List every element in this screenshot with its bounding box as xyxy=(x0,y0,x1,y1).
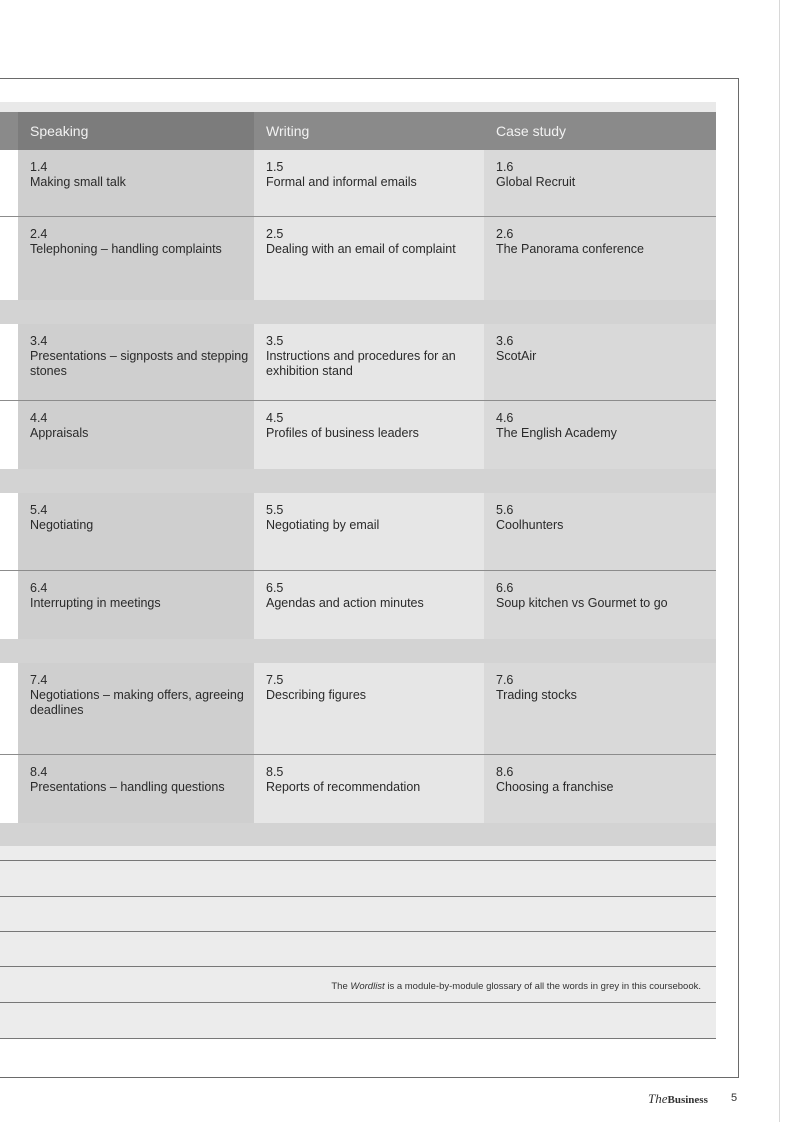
speaking-cell xyxy=(18,493,254,570)
ruled-line xyxy=(0,860,716,861)
lesson-title: ScotAir xyxy=(496,349,537,363)
lesson-title: Reports of recommendation xyxy=(266,780,421,794)
ruled-line xyxy=(0,966,716,967)
lesson-title: Agendas and action minutes xyxy=(266,596,424,610)
wordlist-note-em: Wordlist xyxy=(350,981,385,992)
lesson-title: Soup kitchen vs Gourmet to go xyxy=(496,596,668,610)
case-study-cell xyxy=(484,493,716,570)
speaking-cell xyxy=(18,571,254,639)
module-separator-band xyxy=(0,639,716,663)
lesson-title: Coolhunters xyxy=(496,518,564,532)
lesson-title: Profiles of business leaders xyxy=(266,426,419,440)
module-separator-band xyxy=(0,823,716,846)
lesson-number: 1.6 xyxy=(496,160,514,174)
lesson-title: Instructions and procedures for an exhibition stand xyxy=(266,349,456,378)
lesson-title: Telephoning – handling complaints xyxy=(30,242,222,256)
header-case-study: Case study xyxy=(496,123,567,139)
speaking-cell xyxy=(18,663,254,754)
lesson-number: 5.6 xyxy=(496,503,514,517)
brand-business: Business xyxy=(667,1094,708,1106)
lesson-number: 1.5 xyxy=(266,160,284,174)
lesson-number: 8.5 xyxy=(266,765,284,779)
table-row xyxy=(0,571,716,639)
table-row xyxy=(0,401,716,469)
lesson-number: 4.6 xyxy=(496,411,514,425)
ruled-line xyxy=(0,896,716,897)
lesson-title: Presentations – signposts and stepping stones xyxy=(30,349,249,378)
lesson-title: Global Recruit xyxy=(496,175,576,189)
lesson-number: 8.6 xyxy=(496,765,514,779)
lesson-title: Negotiating by email xyxy=(266,518,380,532)
lesson-number: 2.5 xyxy=(266,227,284,241)
lesson-number: 8.4 xyxy=(30,765,48,779)
speaking-cell xyxy=(18,755,254,823)
lesson-number: 6.5 xyxy=(266,581,284,595)
case-study-cell xyxy=(484,755,716,823)
speaking-cell xyxy=(18,217,254,300)
ruled-line xyxy=(0,931,716,932)
writing-cell xyxy=(254,663,484,754)
writing-cell xyxy=(254,324,484,400)
lesson-number: 3.4 xyxy=(30,334,48,348)
lesson-title: Interrupting in meetings xyxy=(30,596,161,610)
page-edge xyxy=(779,0,780,1122)
writing-cell xyxy=(254,401,484,469)
writing-cell xyxy=(254,755,484,823)
table-header xyxy=(0,112,716,150)
writing-cell xyxy=(254,493,484,570)
lesson-title: Formal and informal emails xyxy=(266,175,417,189)
lesson-title: Describing figures xyxy=(266,688,367,702)
module-separator-band xyxy=(0,469,716,493)
case-study-cell xyxy=(484,401,716,469)
lesson-title: The Panorama conference xyxy=(496,242,645,256)
lesson-title: Presentations – handling questions xyxy=(30,780,225,794)
lesson-title: Trading stocks xyxy=(496,688,577,702)
table-row xyxy=(0,217,716,300)
wordlist-note xyxy=(331,981,701,992)
speaking-cell xyxy=(18,150,254,216)
lesson-number: 4.5 xyxy=(266,411,284,425)
lesson-title: The English Academy xyxy=(496,426,617,440)
wordlist-note-suffix: is a module-by-module glossary of all the words in grey in this coursebook. xyxy=(384,981,701,992)
case-study-cell xyxy=(484,663,716,754)
lesson-number: 6.6 xyxy=(496,581,514,595)
lesson-number: 1.4 xyxy=(30,160,48,174)
lesson-title: Negotiations – making offers, agreeing deadlines xyxy=(30,688,244,717)
wordlist-note-prefix: The xyxy=(331,981,351,992)
lesson-number: 2.6 xyxy=(496,227,514,241)
module-separator-band xyxy=(0,300,716,324)
case-study-cell xyxy=(484,571,716,639)
wordlist-area xyxy=(0,846,716,1038)
frame-bottom-rule xyxy=(0,1077,739,1078)
table-row xyxy=(0,150,716,216)
header-writing: Writing xyxy=(266,123,310,139)
lesson-number: 3.6 xyxy=(496,334,514,348)
writing-cell xyxy=(254,571,484,639)
lesson-title: Dealing with an email of complaint xyxy=(266,242,456,256)
lesson-number: 7.5 xyxy=(266,673,284,687)
table-row xyxy=(0,755,716,823)
lesson-number: 5.4 xyxy=(30,503,48,517)
lesson-number: 4.4 xyxy=(30,411,48,425)
brand-logo xyxy=(648,1091,708,1107)
case-study-cell xyxy=(484,150,716,216)
speaking-cell xyxy=(18,401,254,469)
lesson-title: Appraisals xyxy=(30,426,89,440)
ruled-line xyxy=(0,1002,716,1003)
page-number: 5 xyxy=(731,1092,738,1104)
frame-right-rule xyxy=(738,78,739,1078)
top-band xyxy=(0,102,716,112)
header-speaking: Speaking xyxy=(30,123,89,139)
lesson-number: 2.4 xyxy=(30,227,48,241)
writing-cell xyxy=(254,217,484,300)
writing-cell xyxy=(254,150,484,216)
ruled-line xyxy=(0,1038,716,1039)
header-speaking-cell xyxy=(18,112,254,150)
frame-top-rule xyxy=(0,78,738,79)
lesson-number: 6.4 xyxy=(30,581,48,595)
table-row xyxy=(0,663,716,754)
speaking-cell xyxy=(18,324,254,400)
lesson-number: 3.5 xyxy=(266,334,284,348)
lesson-number: 5.5 xyxy=(266,503,284,517)
table-row xyxy=(0,324,716,400)
case-study-cell xyxy=(484,217,716,300)
case-study-cell xyxy=(484,324,716,400)
brand-the: The xyxy=(648,1091,668,1106)
lesson-title: Choosing a franchise xyxy=(496,780,614,794)
table-row xyxy=(0,493,716,570)
lesson-number: 7.6 xyxy=(496,673,514,687)
lesson-number: 7.4 xyxy=(30,673,48,687)
lesson-title: Negotiating xyxy=(30,518,94,532)
lesson-title: Making small talk xyxy=(30,175,126,189)
